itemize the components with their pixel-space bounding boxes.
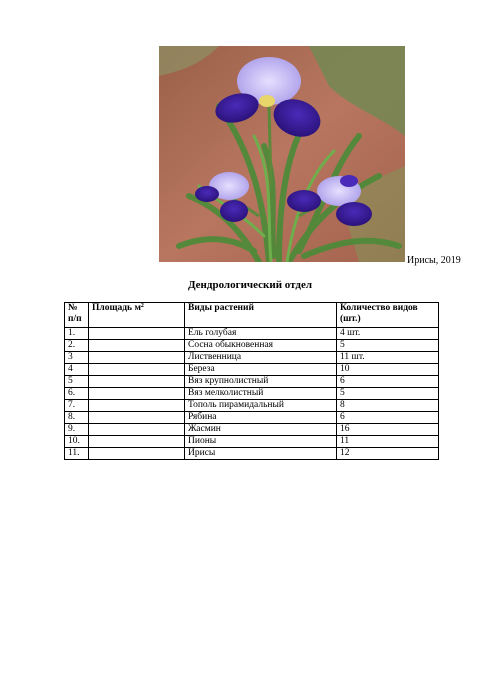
cell-species: Ель голубая: [185, 328, 337, 340]
cell-area: [89, 376, 185, 388]
cell-count: 5: [337, 340, 439, 352]
cell-area: [89, 364, 185, 376]
cell-area: [89, 448, 185, 460]
photo-caption: Ирисы, 2019: [407, 255, 461, 266]
cell-number: 11.: [65, 448, 89, 460]
header-area-superscript: 2: [140, 303, 144, 309]
cell-number: 3: [65, 352, 89, 364]
cell-area: [89, 424, 185, 436]
cell-species: Вяз мелколистный: [185, 388, 337, 400]
header-species: Виды растений: [185, 303, 337, 328]
cell-number: 7.: [65, 400, 89, 412]
table-row: [65, 412, 439, 424]
cell-species: Ирисы: [185, 448, 337, 460]
cell-count: 5: [337, 388, 439, 400]
cell-number: 10.: [65, 436, 89, 448]
cell-count: 10: [337, 364, 439, 376]
cell-count: 6: [337, 412, 439, 424]
header-count: Количество видов (шт.): [337, 303, 439, 328]
cell-count: 4 шт.: [337, 328, 439, 340]
cell-number: 1.: [65, 328, 89, 340]
cell-species: Сосна обыкновенная: [185, 340, 337, 352]
table-row: [65, 340, 439, 352]
header-area-label: Площадь м: [92, 303, 141, 313]
cell-species: Вяз крупнолистный: [185, 376, 337, 388]
cell-count: 12: [337, 448, 439, 460]
table-row: [65, 364, 439, 376]
header-number: № п/п: [65, 303, 89, 328]
cell-species: Лиственница: [185, 352, 337, 364]
cell-number: 5: [65, 376, 89, 388]
cell-number: 8.: [65, 412, 89, 424]
header-area: [89, 303, 185, 328]
cell-count: 11: [337, 436, 439, 448]
cell-species: Жасмин: [185, 424, 337, 436]
table-row: [65, 448, 439, 460]
section-title: Дендрологический отдел: [187, 279, 313, 291]
cell-count: 11 шт.: [337, 352, 439, 364]
cell-species: Рябина: [185, 412, 337, 424]
table-header-row: [65, 303, 439, 328]
cell-number: 2.: [65, 340, 89, 352]
cell-species: Береза: [185, 364, 337, 376]
cell-species: Пионы: [185, 436, 337, 448]
cell-area: [89, 412, 185, 424]
cell-area: [89, 388, 185, 400]
cell-species: Тополь пирамидальный: [185, 400, 337, 412]
iris-photo: [159, 46, 405, 262]
cell-count: 8: [337, 400, 439, 412]
cell-number: 9.: [65, 424, 89, 436]
table-row: [65, 328, 439, 340]
cell-count: 16: [337, 424, 439, 436]
cell-area: [89, 352, 185, 364]
table-row: [65, 424, 439, 436]
table-row: [65, 436, 439, 448]
cell-area: [89, 328, 185, 340]
cell-area: [89, 400, 185, 412]
plants-table: [64, 302, 439, 460]
cell-area: [89, 340, 185, 352]
cell-area: [89, 436, 185, 448]
cell-count: 6: [337, 376, 439, 388]
table-row: [65, 376, 439, 388]
table-row: [65, 352, 439, 364]
table-row: [65, 388, 439, 400]
cell-number: 4: [65, 364, 89, 376]
cell-number: 6.: [65, 388, 89, 400]
table-row: [65, 400, 439, 412]
